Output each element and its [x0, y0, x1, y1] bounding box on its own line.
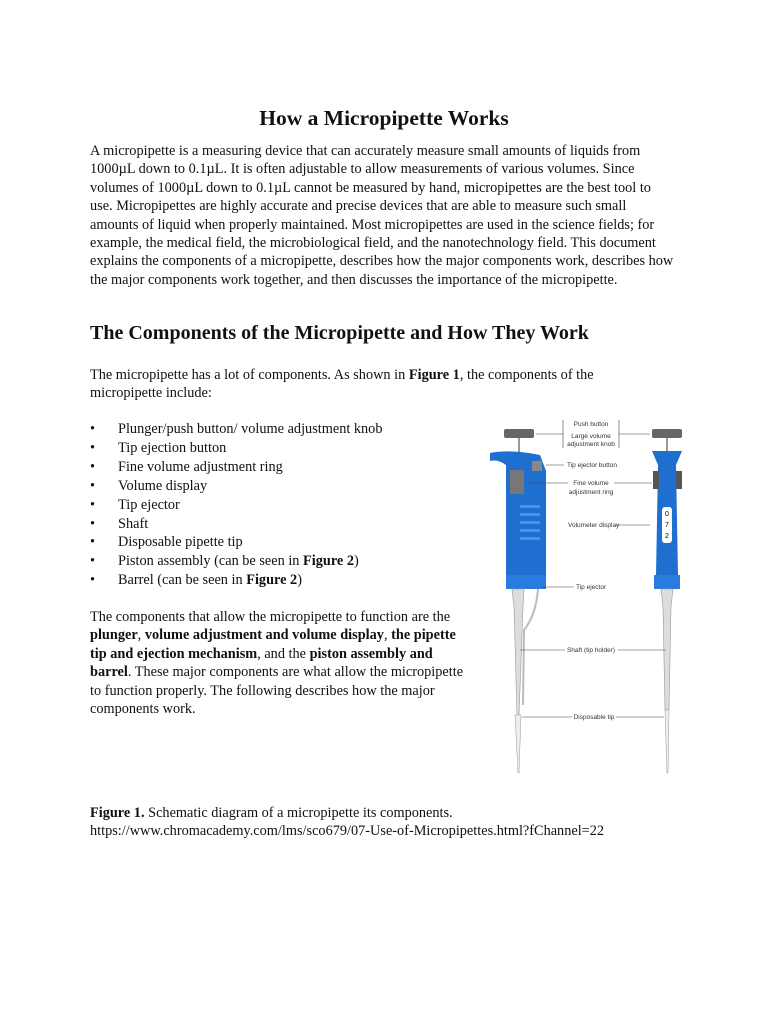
intro-paragraph: A micropipette is a measuring device that can accurately measure small amounts of liquids from 1000µL down to 0.1µL. It is often adjustable to allow measurements of various volumes. Since volumes of 1000µL down to 0.1µL cannot be measured by hand, micropipettes are the best tool to use. Micropipettes are highly accurate and precise devices that are able to measure such small amounts of liquid when properly maintained. Most micropipettes are used in the science fields; for example, the medical field, the microbiological field, and the nanotechnology field. This document explains the components of a micropipette, describes how the major components work, describes how the major components work together, and then discusses the importance of the micropipette.	[90, 143, 674, 288]
list-item: • Plunger/push button/ volume adjustment knob	[90, 420, 382, 439]
list-item: • Shaft	[90, 515, 382, 534]
list-item: • Tip ejector	[90, 496, 382, 515]
components-list	[90, 420, 382, 590]
figure-ref: Figure 1	[408, 367, 460, 383]
display-digit: 0	[665, 511, 669, 518]
label-knob: adjustment knob	[567, 441, 615, 448]
list-item: • Disposable pipette tip	[90, 533, 382, 552]
label-tip-ejector-button: Tip ejector button	[567, 462, 617, 469]
list-item: • Piston assembly (can be seen in Figure 2)	[90, 552, 382, 571]
micropipette-figure	[490, 415, 710, 775]
text: The micropipette has a lot of components. As shown in	[90, 367, 409, 383]
text: , the components of the micropipette include:	[90, 367, 594, 402]
label-shaft: Shaft (tip holder)	[566, 647, 616, 654]
list-item: • Volume display	[90, 477, 382, 496]
list-item: • Barrel (can be seen in Figure 2)	[90, 571, 382, 590]
function-paragraph: The components that allow the micropipette to function are the plunger, volume adjustment and volume display, the pipette tip and ejection mechanism, and the piston assembly and barrel. These major components are what allow the micropipette to function properly. The following describes how the major components work.	[90, 609, 464, 718]
display-digit: 2	[665, 533, 669, 540]
label-knob: Large volume	[571, 433, 611, 440]
label-tip: Disposable tip	[573, 714, 615, 721]
label-push-button: Push button	[573, 421, 609, 428]
display-digit: 7	[665, 522, 669, 529]
right-pipette	[652, 429, 682, 773]
label-fine-volume: Fine volume	[573, 480, 609, 487]
label-display: Volumeter display	[568, 522, 620, 529]
label-fine-volume: adjustment ring	[568, 489, 614, 496]
page-title: How a Micropipette Works	[259, 106, 509, 130]
caption-url: https://www.chromacademy.com/lms/sco679/07-Use-of-Micropipettes.html?fChannel=22	[90, 823, 605, 840]
figure-caption: Figure 1. Schematic diagram of a micropipette its components. https://www.chromacademy.com/lms/sco679/07-Use-of-Micropipettes.html?fChannel=22	[90, 805, 605, 840]
list-item: • Fine volume adjustment ring	[90, 458, 382, 477]
left-pipette	[490, 429, 546, 773]
list-item: • Tip ejection button	[90, 439, 382, 458]
components-intro	[90, 366, 650, 403]
label-tip-ejector: Tip ejector	[576, 584, 607, 591]
section-heading: The Components of the Micropipette and How They Work	[90, 322, 589, 344]
